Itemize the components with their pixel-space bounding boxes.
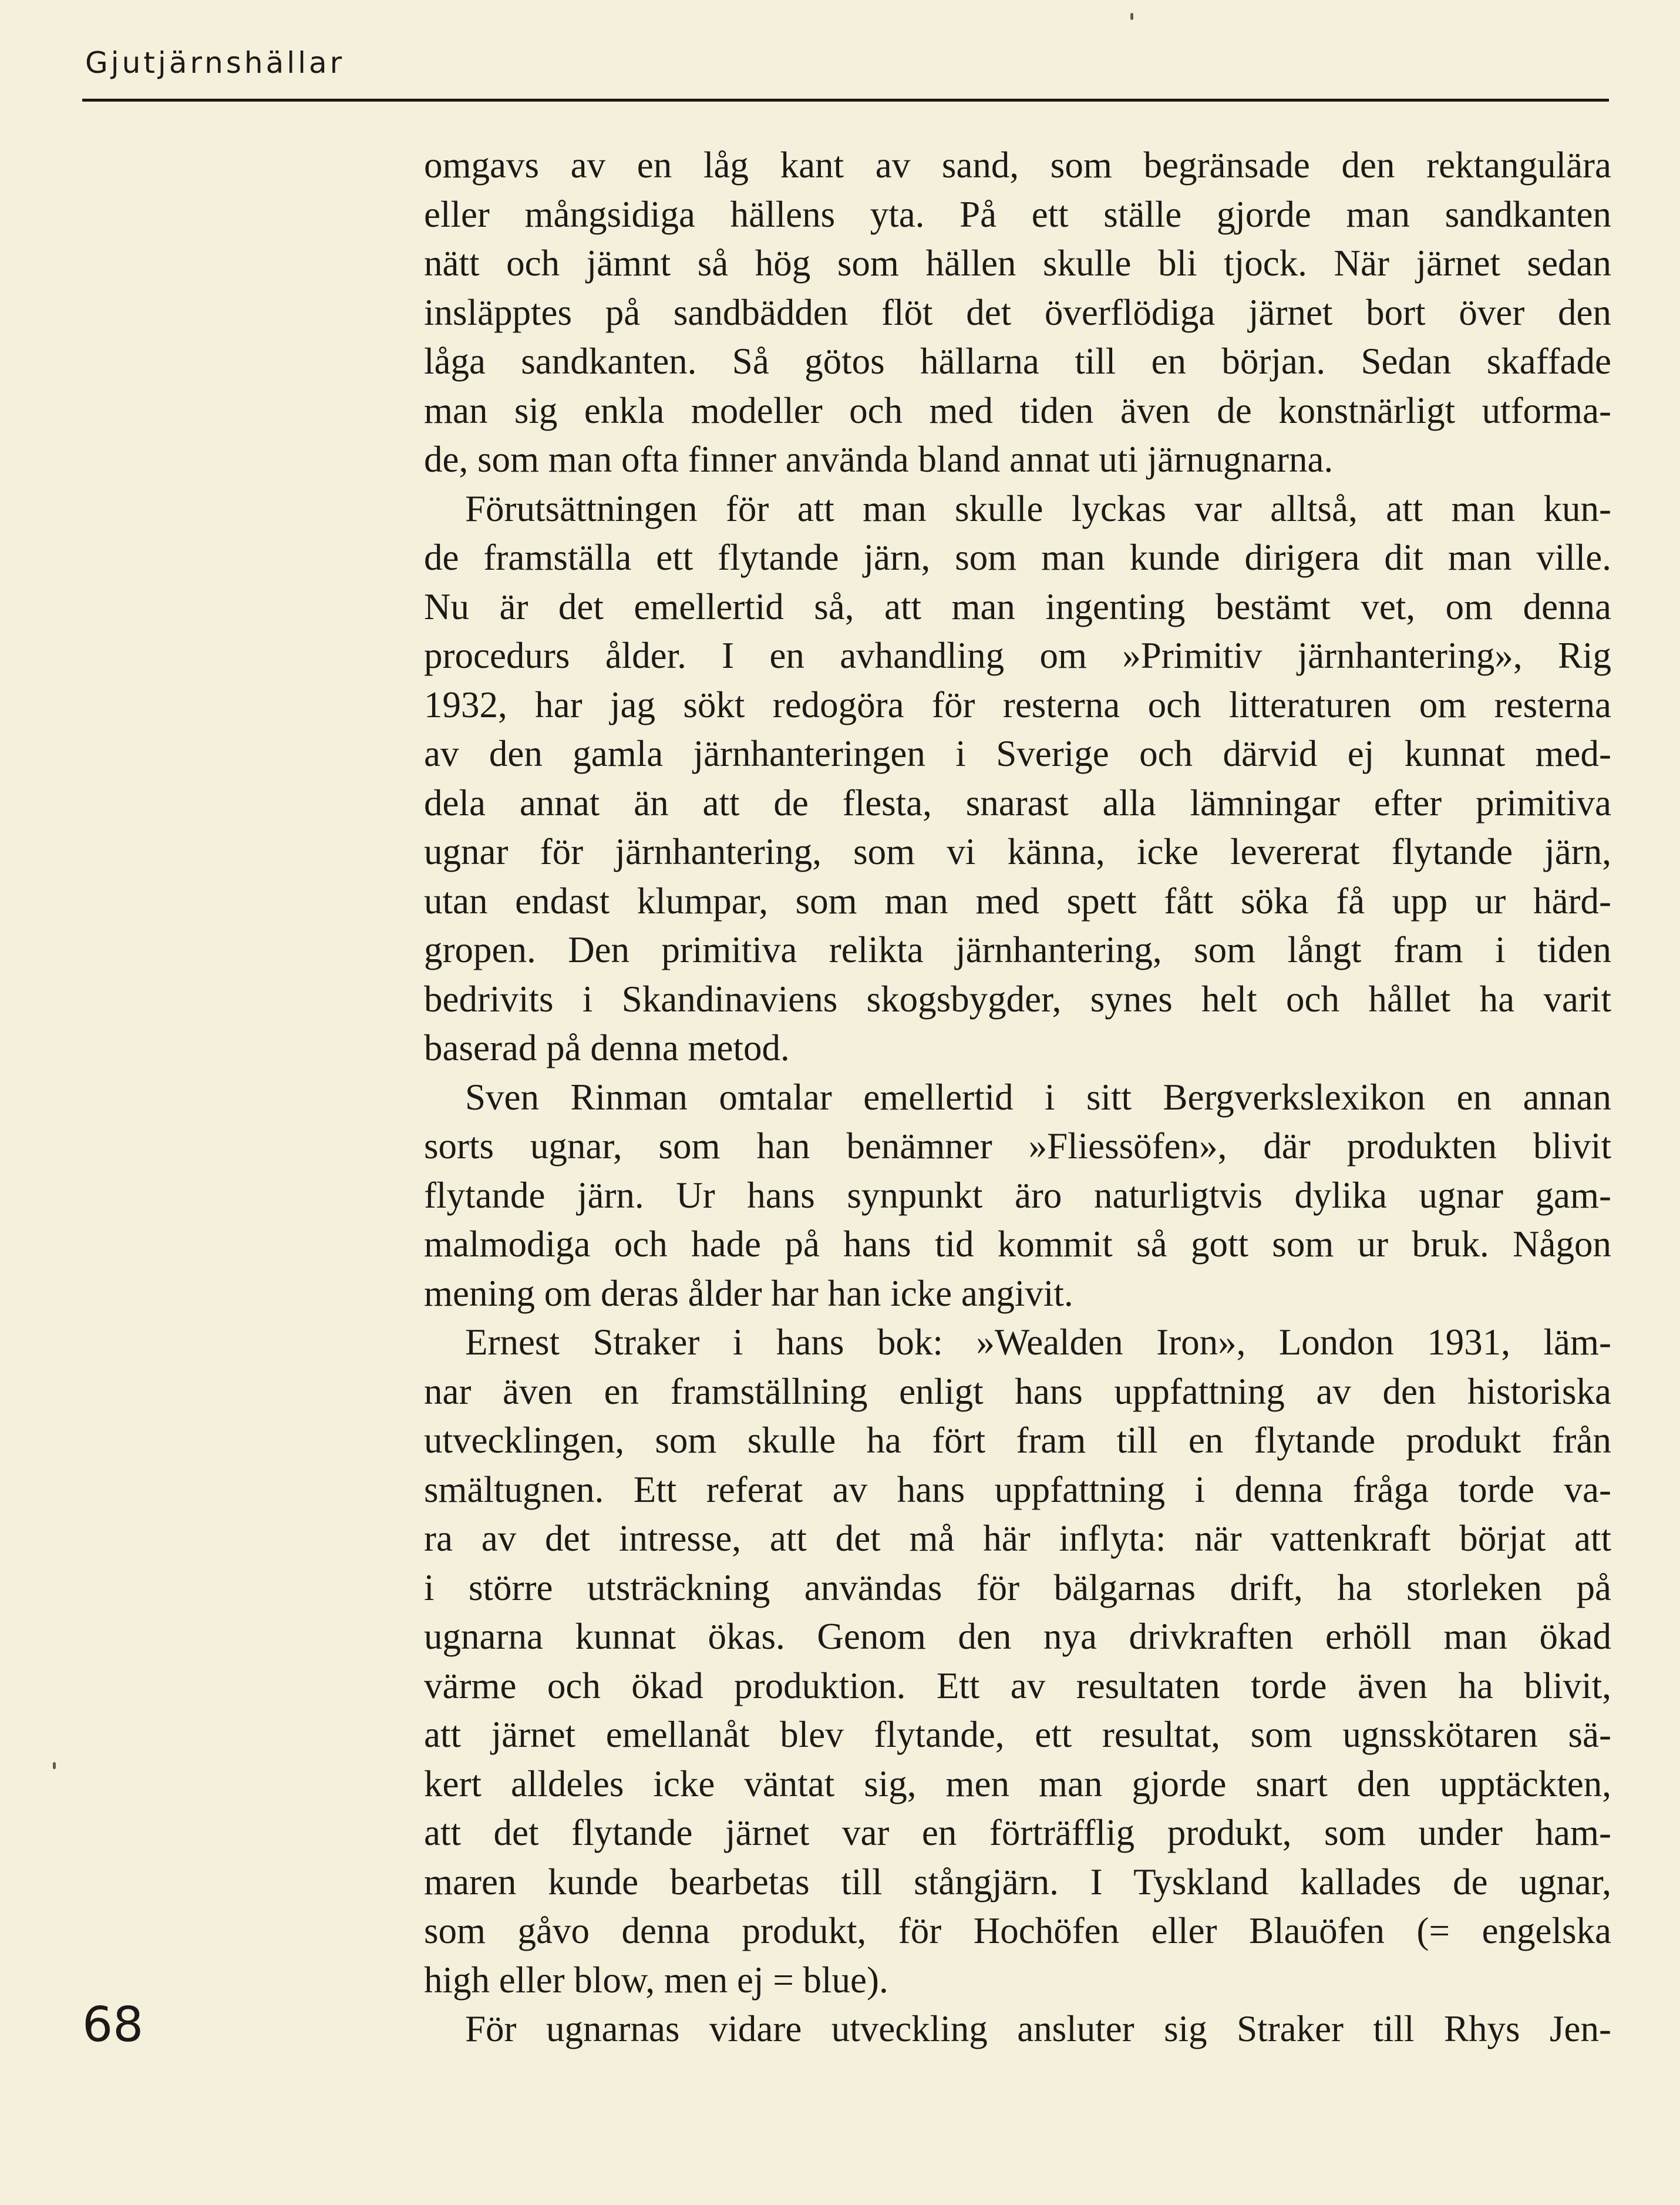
text-line: För ugnarnas vidare utveckling ansluter sig Straker till Rhys Jen- [465,2008,1611,2049]
text-line: insläpptes på sandbädden flöt det överflödiga järnet bort över den [424,291,1611,333]
text-line: värme och ökad produktion. Ett av resultaten torde även ha blivit, [424,1665,1611,1706]
text-line: omgavs av en låg kant av sand, som begränsade den rektangulära [424,144,1611,186]
text-line: kert alldeles icke väntat sig, men man gjorde snart den upptäckten, [424,1763,1611,1804]
text-line: 1932, har jag sökt redogöra för resterna och litteraturen om resterna [424,684,1611,725]
text-line: att järnet emellanåt blev flytande, ett resultat, som ugnsskötaren sä- [424,1714,1611,1755]
text-line: som gåvo denna produkt, för Hochöfen eller Blauöfen (= engelska [424,1910,1611,1951]
text-line: sorts ugnar, som han benämner »Fliessöfen», där produkten blivit [424,1125,1611,1167]
text-line: Nu är det emellertid så, att man ingenting bestämt vet, om denna [424,586,1611,627]
text-line: av den gamla järnhanteringen i Sverige och därvid ej kunnat med- [424,733,1611,774]
text-line: bedrivits i Skandinaviens skogsbygder, synes helt och hållet ha varit [424,978,1611,1020]
text-line: ugnarna kunnat ökas. Genom den nya drivkraften erhöll man ökad [424,1616,1611,1657]
text-line: nar även en framställning enligt hans uppfattning av den historiska [424,1370,1611,1412]
text-line: man sig enkla modeller och med tiden även de konstnärligt utforma- [424,389,1611,431]
text-line: Förutsättningen för att man skulle lyckas var alltså, att man kun- [465,488,1611,529]
paper-speck [1130,13,1133,20]
text-line: procedurs ålder. I en avhandling om »Primitiv järnhantering», Rig [424,635,1611,676]
text-line: high eller blow, men ej = blue). [424,1959,888,2001]
text-line: att det flytande järnet var en förträfflig produkt, som under ham- [424,1812,1611,1853]
text-line: låga sandkanten. Så götos hällarna till en början. Sedan skaffade [424,341,1611,382]
text-line: ra av det intresse, att det må här inflyta: när vattenkraft börjat att [424,1518,1611,1559]
page-number: 68 [82,1997,144,2053]
text-line: eller mångsidiga hällens yta. På ett ställe gjorde man sandkanten [424,193,1611,235]
text-line: maren kunde bearbetas till stångjärn. I Tyskland kallades de ugnar, [424,1861,1611,1903]
paper-speck [53,1762,56,1769]
text-line: mening om deras ålder har han icke angivit. [424,1272,1073,1314]
text-line: de, som man ofta finner använda bland annat uti järnugnarna. [424,439,1334,480]
text-line: dela annat än att de flesta, snarast alla lämningar efter primitiva [424,782,1611,823]
text-line: de framställa ett flytande järn, som man kunde dirigera dit man ville. [424,537,1611,578]
text-line: ugnar för järnhantering, som vi känna, icke levererat flytande järn, [424,831,1611,872]
text-line: utan endast klumpar, som man med spett fått söka få upp ur härd- [424,880,1611,922]
text-line: Ernest Straker i hans bok: »Wealden Iron», London 1931, läm- [465,1322,1611,1363]
text-line: smältugnen. Ett referat av hans uppfattning i denna fråga torde va- [424,1468,1611,1510]
body-text [424,141,1611,2054]
text-line: Sven Rinman omtalar emellertid i sitt Bergverkslexikon en annan [465,1076,1611,1118]
running-head: Gjutjärnshällar [85,46,345,80]
text-line: flytande järn. Ur hans synpunkt äro naturligtvis dylika ugnar gam- [424,1174,1611,1216]
text-line: i större utsträckning användas för bälgarnas drift, ha storleken på [424,1567,1611,1608]
text-line: nätt och jämnt så hög som hällen skulle bli tjock. När järnet sedan [424,243,1611,284]
text-line: malmodiga och hade på hans tid kommit så gott som ur bruk. Någon [424,1223,1611,1265]
header-rule [82,99,1609,102]
text-line: gropen. Den primitiva relikta järnhantering, som långt fram i tiden [424,929,1611,970]
text-line: baserad på denna metod. [424,1027,790,1068]
text-line: utvecklingen, som skulle ha fört fram till en flytande produkt från [424,1420,1611,1461]
